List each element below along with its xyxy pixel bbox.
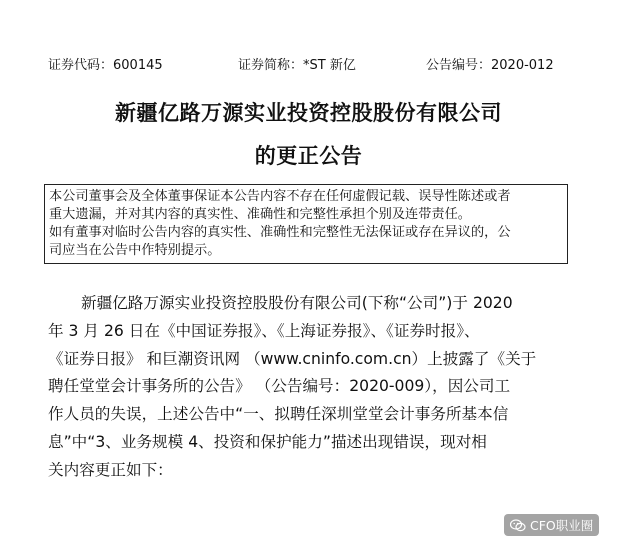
body-line: 年 3 月 26 日在《中国证券报》、《上海证券报》、《证券时报》、 xyxy=(48,321,480,340)
watermark-text: CFO职业圈 xyxy=(530,518,594,533)
body-line: 作人员的失误，上述公告中“一、拟聘任深圳堂堂会计事务所基本信 xyxy=(48,405,509,424)
body-line: 关内容更正如下： xyxy=(48,460,173,479)
watermark xyxy=(504,514,599,536)
wechat-icon xyxy=(510,519,526,532)
announcement-number: 公告编号：2020-012 xyxy=(426,58,554,73)
disclaimer-box xyxy=(44,184,568,264)
disclaimer-line: 司应当在公告中作特别提示。 xyxy=(49,243,221,258)
document-title-line2: 的更正公告 xyxy=(254,144,363,168)
body-paragraph xyxy=(48,290,570,485)
disclaimer-line: 如有董事对临时公告内容的真实性、准确性和完整性无法保证或存在异议的，公 xyxy=(49,225,511,240)
stock-abbreviation: 证券简称：*ST 新亿 xyxy=(238,58,356,73)
document-title-line1: 新疆亿路万源实业投资控股股份有限公司 xyxy=(115,101,502,125)
disclaimer-line: 本公司董事会及全体董事保证本公告内容不存在任何虚假记载、误导性陈述或者 xyxy=(49,189,511,204)
stock-code: 证券代码：600145 xyxy=(48,58,163,73)
disclaimer-line: 重大遗漏，并对其内容的真实性、准确性和完整性承担个别及连带责任。 xyxy=(49,207,471,222)
body-line: 《证券日报》 和巨潮资讯网 （www.cninfo.com.cn）上披露了《关于 xyxy=(48,349,537,368)
body-line: 新疆亿路万源实业投资控股股份有限公司(下称“公司”)于 2020 xyxy=(81,294,513,312)
body-line: 息”中“3、业务规模 4、投资和保护能力”描述出现错误，现对相 xyxy=(48,432,487,451)
body-line: 聘任堂堂会计事务所的公告》 （公告编号：2020-009），因公司工 xyxy=(48,377,511,396)
